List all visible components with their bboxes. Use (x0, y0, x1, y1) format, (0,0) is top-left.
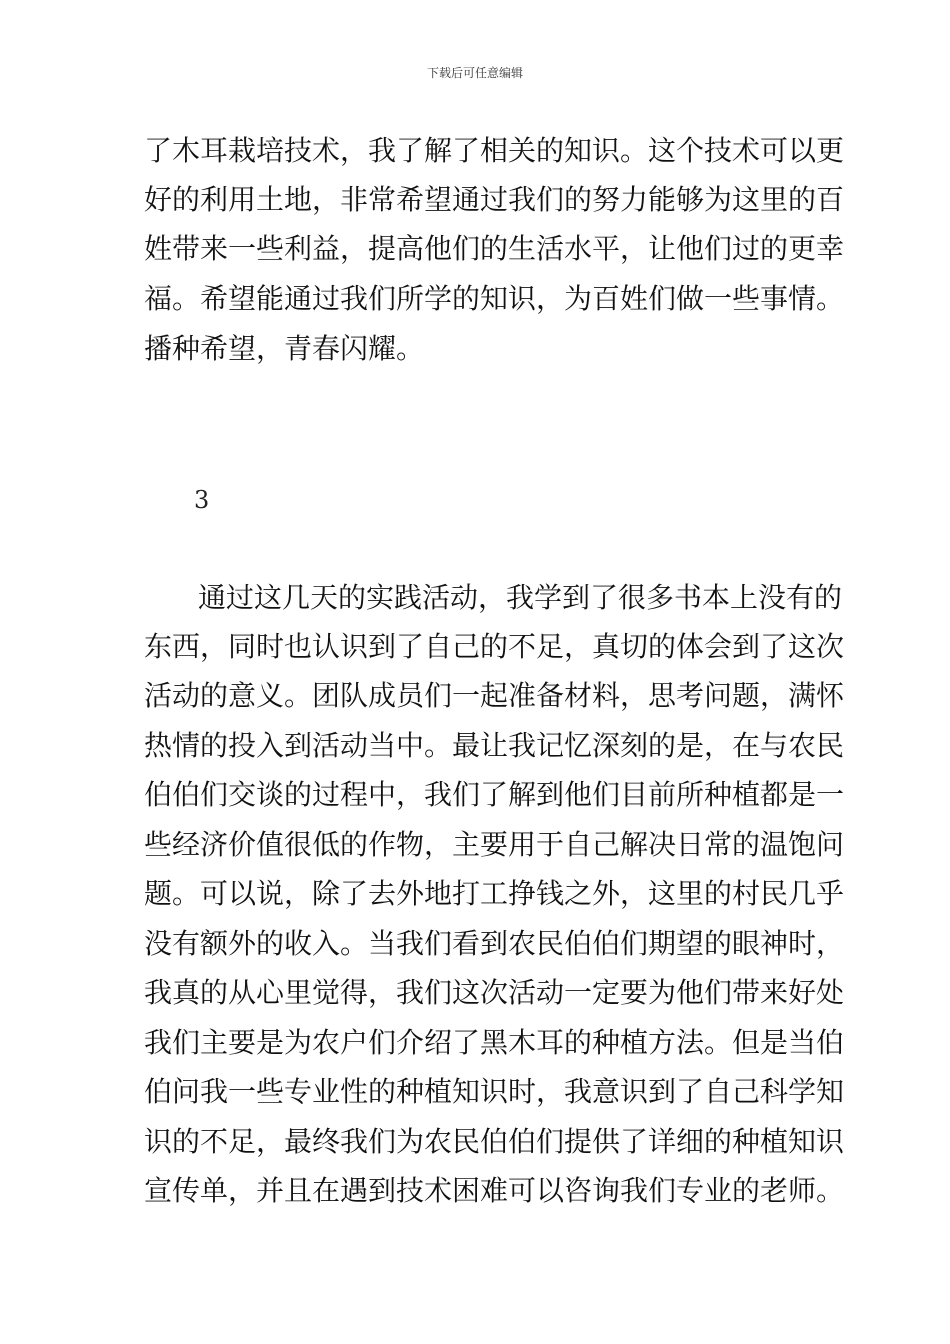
paragraph-line: 了木耳栽培技术，我了解了相关的知识。这个技术可以更 (144, 134, 845, 167)
paragraph-line: 我们主要是为农户们介绍了黑木耳的种植方法。但是当伯 (144, 1026, 845, 1059)
paragraph-line: 没有额外的收入。当我们看到农民伯伯们期望的眼神时， (144, 927, 845, 960)
paragraph-line: 播种希望，青春闪耀。 (144, 332, 425, 365)
paragraph-line: 热情的投入到活动当中。最让我记忆深刻的是，在与农民 (144, 729, 845, 762)
paragraph-line: 些经济价值很低的作物，主要用于自己解决日常的温饱问 (144, 828, 845, 861)
paragraph-line: 宣传单，并且在遇到技术困难可以咨询我们专业的老师。 (144, 1174, 845, 1207)
paragraph-line: 通过这几天的实践活动，我学到了很多书本上没有的 (198, 581, 843, 614)
paragraph-line: 东西，同时也认识到了自己的不足，真切的体会到了这次 (144, 630, 845, 663)
paragraph-line: 伯问我一些专业性的种植知识时，我意识到了自己科学知 (144, 1075, 845, 1108)
paragraph-line: 活动的意义。团队成员们一起准备材料，思考问题，满怀 (144, 679, 845, 712)
paragraph-line: 姓带来一些利益，提高他们的生活水平，让他们过的更幸 (144, 232, 845, 265)
page-header: 下载后可任意编辑 (426, 66, 523, 80)
section-number: 3 (194, 486, 210, 514)
paragraph-line: 题。可以说，除了去外地打工挣钱之外，这里的村民几乎 (144, 877, 845, 910)
paragraph-line: 伯伯们交谈的过程中，我们了解到他们目前所种植都是一 (144, 778, 845, 811)
paragraph-line: 我真的从心里觉得，我们这次活动一定要为他们带来好处 (144, 976, 845, 1009)
paragraph-line: 识的不足，最终我们为农民伯伯们提供了详细的种植知识 (144, 1125, 845, 1158)
paragraph-line: 好的利用土地，非常希望通过我们的努力能够为这里的百 (144, 183, 845, 216)
paragraph-line: 福。希望能通过我们所学的知识，为百姓们做一些事情。 (144, 282, 845, 315)
